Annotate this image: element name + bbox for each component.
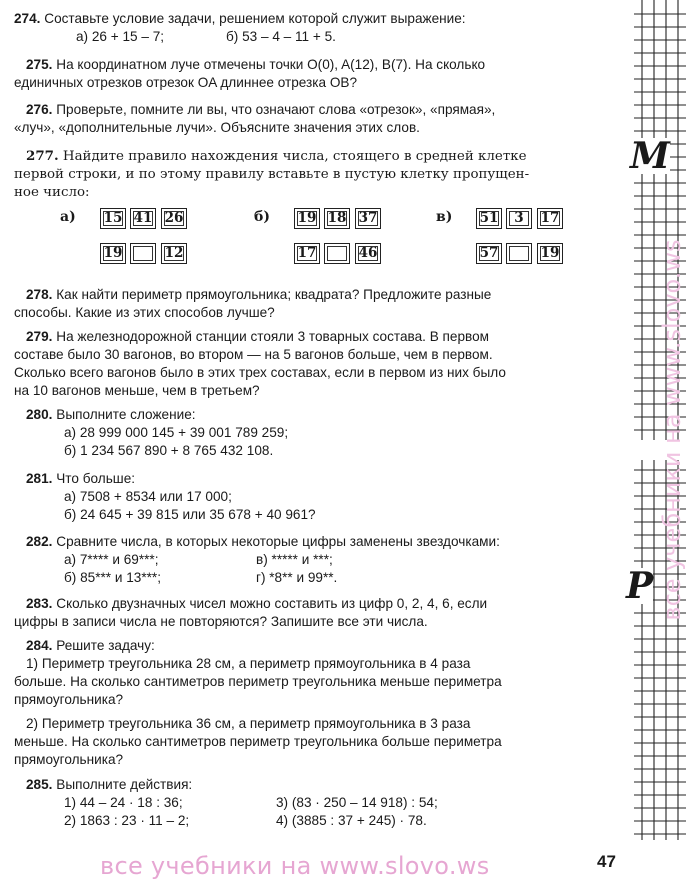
problem-285 bbox=[14, 776, 619, 830]
subtask-1-line: больше. На сколько сантиметров периметр треугольника меньше периметра bbox=[14, 674, 502, 689]
problem-text-line: цифры в записи числа не повторяются? Запишите все эти числа. bbox=[14, 614, 428, 629]
problem-text-line: первой строки, и по этому правилу вставьте в пустую клетку пропущен- bbox=[14, 167, 530, 182]
problem-text: Выполните сложение: bbox=[56, 407, 196, 422]
problem-text-line: Найдите правило нахождения числа, стоящего в средней клетке bbox=[62, 149, 527, 164]
problem-277 bbox=[14, 147, 619, 202]
problem-276 bbox=[14, 101, 619, 137]
watermark-bottom: все учебники на www.slovo.ws bbox=[100, 852, 490, 880]
problem-number: 281. bbox=[26, 471, 53, 486]
problem-281 bbox=[14, 470, 619, 524]
problem-number: 274. bbox=[14, 11, 41, 26]
problem-number: 283. bbox=[26, 596, 53, 611]
option-a: а) 26 + 15 – 7; bbox=[76, 29, 165, 44]
subtask-1-line: прямоугольника? bbox=[14, 692, 124, 707]
problem-number: 275. bbox=[26, 57, 53, 72]
problem-279 bbox=[14, 328, 619, 400]
puzzle-cell: 19 bbox=[100, 243, 126, 264]
page-number: 47 bbox=[597, 852, 616, 871]
problem-number: 284. bbox=[26, 638, 53, 653]
watermark-side: все учебники на www.slovo.ws bbox=[658, 239, 686, 621]
problem-number: 277. bbox=[26, 148, 59, 164]
problem-number: 278. bbox=[26, 287, 53, 302]
problem-275 bbox=[14, 56, 619, 92]
puzzle-cell: 19 bbox=[537, 243, 563, 264]
problem-number: 285. bbox=[26, 777, 53, 792]
subtask-2-line: прямоугольника? bbox=[14, 752, 124, 767]
expression-3: 3) (83 · 250 – 14 918) : 54; bbox=[276, 795, 438, 810]
puzzle-cell: 41 bbox=[130, 208, 156, 229]
problem-text-line: На железнодорожной станции стояли 3 товарных состава. В первом bbox=[56, 329, 490, 344]
puzzle-cell: 46 bbox=[355, 243, 381, 264]
problem-number: 282. bbox=[26, 534, 53, 549]
option-b: б) 24 645 + 39 815 или 35 678 + 40 961? bbox=[64, 507, 316, 522]
expression-4: 4) (3885 : 37 + 245) · 78. bbox=[276, 813, 427, 828]
puzzle-cell: 3 bbox=[506, 208, 532, 229]
subtask-2-line: меньше. На сколько сантиметров периметр треугольника больше периметра bbox=[14, 734, 502, 749]
problem-283 bbox=[14, 595, 619, 631]
option-a: а) 28 999 000 145 + 39 001 789 259; bbox=[64, 425, 289, 440]
option-g: г) *8** и 99**. bbox=[256, 570, 338, 585]
puzzle-empty-cell bbox=[324, 243, 350, 264]
problem-number: 276. bbox=[26, 102, 53, 117]
margin-letter-r: Р bbox=[626, 565, 654, 607]
puzzle-cell: 51 bbox=[476, 208, 502, 229]
option-b: б) 85*** и 13***; bbox=[64, 570, 161, 585]
problem-280 bbox=[14, 406, 619, 460]
problem-number: 280. bbox=[26, 407, 53, 422]
option-b: б) 53 – 4 – 11 + 5. bbox=[226, 29, 336, 44]
problem-text: Выполните действия: bbox=[56, 777, 193, 792]
option-a: а) 7**** и 69***; bbox=[64, 552, 159, 567]
puzzle-cell: 12 bbox=[161, 243, 187, 264]
problem-text-line: На координатном луче отмечены точки O(0), A(12), B(7). На сколько bbox=[56, 57, 486, 72]
problem-text: Решите задачу: bbox=[56, 638, 155, 653]
problem-text-line: составе было 30 вагонов, во втором — на 5 вагонов больше, чем в первом. bbox=[14, 347, 493, 362]
problem-text-line: Сколько двузначных чисел можно составить из цифр 0, 2, 4, 6, если bbox=[56, 596, 488, 611]
margin-letter-m: M bbox=[630, 135, 670, 177]
subtask-1-line: 1) Периметр треугольника 28 см, а периметр прямоугольника в 4 раза bbox=[26, 656, 471, 671]
problem-text-line: ное число: bbox=[14, 185, 90, 200]
problem-text-line: Проверьте, помните ли вы, что означают слова «отрезок», «прямая», bbox=[56, 102, 496, 117]
option-v: в) ***** и ***; bbox=[256, 552, 333, 567]
subtask-2-line: 2) Периметр треугольника 36 см, а периметр прямоугольника в 3 раза bbox=[26, 716, 471, 731]
expression-1: 1) 44 – 24 · 18 : 36; bbox=[64, 795, 183, 810]
problem-282 bbox=[14, 533, 619, 587]
problem-274 bbox=[14, 10, 619, 46]
problem-text: Что больше: bbox=[56, 471, 136, 486]
problem-278 bbox=[14, 286, 619, 322]
puzzle-label: а) bbox=[60, 209, 76, 225]
puzzle-label: в) bbox=[436, 209, 453, 225]
problem-text-line: единичных отрезков отрезок OA длиннее отрезка OB? bbox=[14, 75, 358, 90]
puzzle-cell: 26 bbox=[161, 208, 187, 229]
puzzle-empty-cell bbox=[506, 243, 532, 264]
problem-text: Составьте условие задачи, решением которой служит выражение: bbox=[44, 11, 466, 26]
puzzle-empty-cell bbox=[130, 243, 156, 264]
problem-text-line: способы. Какие из этих способов лучше? bbox=[14, 305, 275, 320]
puzzle-cell: 57 bbox=[476, 243, 502, 264]
problem-284 bbox=[14, 637, 619, 769]
puzzle-cell: 19 bbox=[294, 208, 320, 229]
problem-number: 279. bbox=[26, 329, 53, 344]
puzzle-label: б) bbox=[254, 209, 270, 225]
problem-text: Сравните числа, в которых некоторые цифры заменены звездочками: bbox=[56, 534, 500, 549]
problem-text-line: Сколько всего вагонов было в этих трех составах, если в первом из них было bbox=[14, 365, 506, 380]
problem-text-line: Как найти периметр прямоугольника; квадрата? Предложите разные bbox=[56, 287, 492, 302]
puzzle-cell: 17 bbox=[294, 243, 320, 264]
puzzle-cell: 37 bbox=[355, 208, 381, 229]
option-b: б) 1 234 567 890 + 8 765 432 108. bbox=[64, 443, 274, 458]
puzzle-cell: 15 bbox=[100, 208, 126, 229]
problem-text-line: «луч», «дополнительные лучи». Объясните значения этих слов. bbox=[14, 120, 420, 135]
problem-text-line: на 10 вагонов меньше, чем в третьем? bbox=[14, 383, 260, 398]
puzzle-cell: 17 bbox=[537, 208, 563, 229]
puzzle-cell: 18 bbox=[324, 208, 350, 229]
expression-2: 2) 1863 : 23 · 11 – 2; bbox=[64, 813, 190, 828]
option-a: а) 7508 + 8534 или 17 000; bbox=[64, 489, 232, 504]
